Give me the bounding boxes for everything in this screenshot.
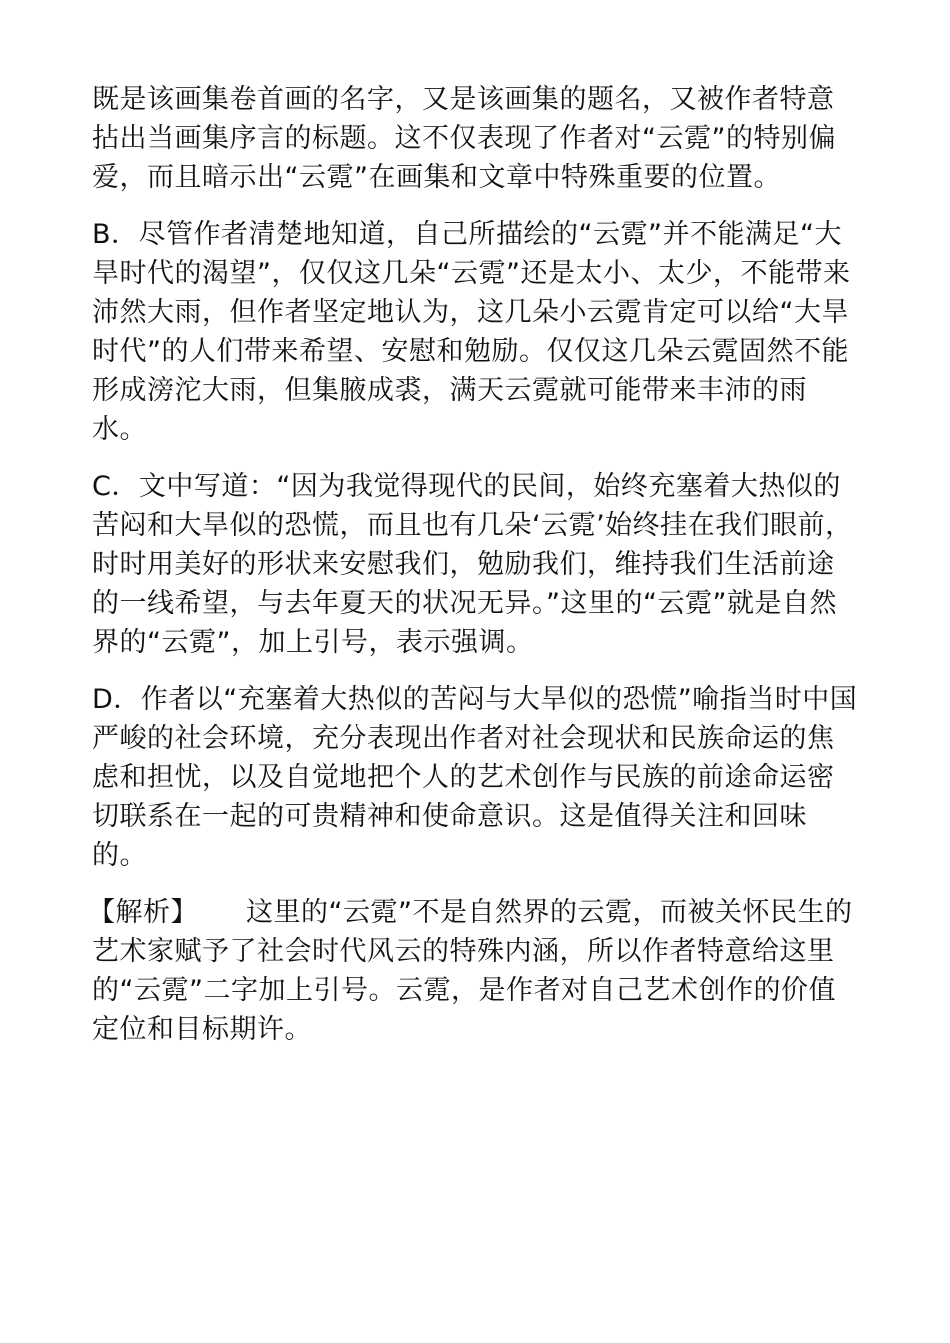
analysis-first-text: 这里的“云霓”不是自然界的云霓，而被关怀民生的: [246, 897, 853, 928]
text-line: 既是该画集卷首画的名字，又是该画集的题名，又被作者特意: [92, 84, 835, 115]
text-line: 时时用美好的形状来安慰我们，勉励我们，维持我们生活前途: [92, 549, 835, 580]
text-line: 虑和担忧，以及自觉地把个人的艺术创作与民族的前途命运密: [92, 762, 835, 793]
option-b-paragraph: [92, 215, 892, 449]
text-line: 拈出当画集序言的标题。这不仅表现了作者对“云霓”的特别偏: [92, 123, 836, 154]
text-line: 水。: [92, 414, 147, 445]
text-line: 界的“云霓”，加上引号，表示强调。: [92, 627, 534, 658]
text-line: 切联系在一起的可贵精神和使命意识。这是值得关注和回味: [92, 801, 807, 832]
text-line: 的一线希望，与去年夏天的状况无异。”这里的“云霓”就是自然: [92, 588, 837, 619]
text-line: 旱时代的渴望”，仅仅这几朵“云霓”还是太小、太少，不能带来: [92, 258, 851, 289]
text-line: 的“云霓”二字加上引号。云霓，是作者对自己艺术创作的价值: [92, 975, 836, 1006]
analysis-tag: 【解析】: [88, 897, 198, 928]
intro-paragraph: [92, 80, 892, 197]
text-line: 艺术家赋予了社会时代风云的特殊内涵，所以作者特意给这里: [92, 936, 835, 967]
text-line: B．尽管作者清楚地知道，自己所描绘的“云霓”并不能满足“大: [92, 219, 842, 250]
text-line: 严峻的社会环境，充分表现出作者对社会现状和民族命运的焦: [92, 723, 835, 754]
analysis-paragraph: [88, 893, 892, 1049]
text-line: 爱，而且暗示出“云霓”在画集和文章中特殊重要的位置。: [92, 162, 781, 193]
text-line: 时代”的人们带来希望、安慰和勉励。仅仅这几朵云霓固然不能: [92, 336, 849, 367]
text-line: C．文中写道：“因为我觉得现代的民间，始终充塞着大热似的: [92, 471, 841, 502]
text-line: 形成滂沱大雨，但集腋成裘，满天云霓就可能带来丰沛的雨: [92, 375, 807, 406]
option-d-paragraph: [92, 680, 892, 875]
text-line: 苦闷和大旱似的恐慌，而且也有几朵‘云霓’始终挂在我们眼前，: [92, 510, 853, 541]
text-line: 定位和目标期许。: [92, 1014, 312, 1045]
document-page: [88, 80, 892, 1067]
analysis-first-line: [88, 893, 892, 932]
text-line: 的。: [92, 840, 147, 871]
text-line: 沛然大雨，但作者坚定地认为，这几朵小云霓肯定可以给“大旱: [92, 297, 849, 328]
text-line: D．作者以“充塞着大热似的苦闷与大旱似的恐慌”喻指当时中国: [92, 684, 858, 715]
option-c-paragraph: [92, 467, 892, 662]
